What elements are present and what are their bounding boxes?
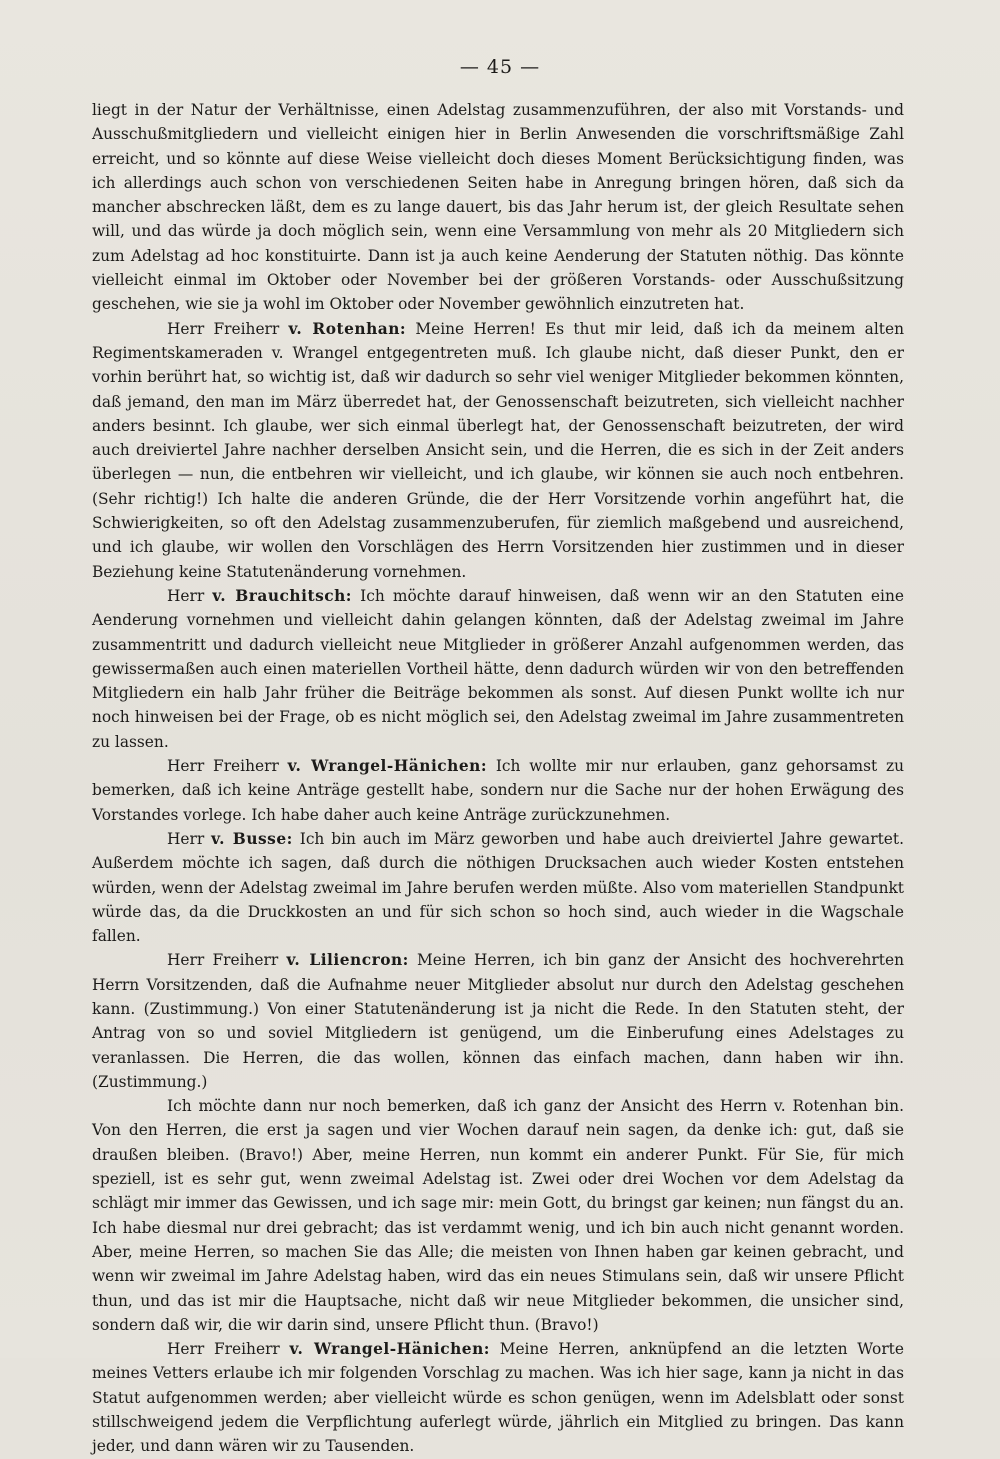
speaker-prefix: Herr — [167, 829, 205, 848]
speaker-name: v. Liliencron: — [286, 951, 409, 970]
paragraph-3 — [92, 584, 904, 754]
paragraph-text: Meine Herren! Es thut mir leid, daß ich da meinem alten Regimentskameraden v. Wrangel entgegentreten muß. Ich glaube nicht, daß dieser Punkt, den er vorhin berührt hat, so wichtig ist, daß wir dadurch so sehr viel weniger Mitglieder bekommen könnten, daß jemand, den man im März überredet hat, der Genossenschaft beizutreten, sich vielleicht nachher anders besinnt. Ich glaube, wer sich einmal überlegt hat, der Genossenschaft beizutreten, der wird auch dreiviertel Jahre nachher derselben Ansicht sein, und die Herren, die es sich in der Zeit anders überlegen — nun, die entbehren wir vielleicht, und ich glaube, wir können sie auch noch entbehren. (Sehr richtig!) Ich halte die anderen Gründe, die der Herr Vorsitzende vorhin angeführt hat, die Schwierigkeiten, so oft den Adelstag zusammenzuberufen, für ziemlich maßgebend und ausreichend, und ich glaube, wir wollen den Vorschlägen des Herrn Vorsitzenden hier zustimmen und in dieser Beziehung keine Statutenänderung vornehmen. — [92, 319, 904, 581]
paragraph-7 — [92, 1094, 904, 1337]
speaker-name: v. Busse: — [211, 829, 293, 848]
paragraph-text: Ich bin auch im März geworben und habe auch dreiviertel Jahre gewartet. Außerdem möchte ich sagen, daß durch die nöthigen Drucksachen auch wieder Kosten entstehen würden, wenn der Adelstag zweimal im Jahre berufen werden müßte. Also vom materiellen Standpunkt würde das, da die Druckkosten an und für sich schon so hoch sind, auch wieder in die Wagschale fallen. — [92, 829, 904, 946]
paragraph-text: Ich möchte dann nur noch bemerken, daß ich ganz der Ansicht des Herrn v. Rotenhan bin. Von den Herren, die erst ja sagen und vier Wochen darauf nein sagen, da denke ich: gut, daß sie draußen bleiben. (Bravo!) Aber, meine Herren, nun kommt ein anderer Punkt. Für Sie, für mich speziell, ist es sehr gut, wenn zweimal Adelstag ist. Zwei oder drei Wochen vor dem Adelstag da schlägt mir immer das Gewissen, und ich sage mir: mein Gott, du bringst gar keinen; nun fängst du an. Ich habe diesmal nur drei gebracht; das ist verdammt wenig, und ich bin auch nicht genannt worden. Aber, meine Herren, so machen Sie das Alle; die meisten von Ihnen haben gar keinen gebracht, und wenn wir zweimal im Jahre Adelstag haben, wird das ein neues Stimulans sein, daß wir unsere Pflicht thun, und das ist mir die Hauptsache, nicht daß wir neue Mitglieder bekommen, die unsicher sind, sondern daß wir, die wir darin sind, unsere Pflicht thun. (Bravo!) — [92, 1097, 904, 1334]
page-number: — 45 — — [459, 56, 541, 78]
speaker-name: v. Wrangel-Hänichen: — [287, 757, 488, 776]
paragraph-text: Ich wollte mir nur erlauben, ganz gehorsamst zu bemerken, daß ich keine Anträge gestellt habe, sondern nur die Sache nur der hohen Erwägung des Vorstandes vorlege. Ich habe daher auch keine Anträge zurückzunehmen. — [92, 757, 905, 824]
paragraph-text: Meine Herren, anknüpfend an die letzten Worte meines Vetters erlaube ich mir folgenden Vorschlag zu machen. Was ich hier sage, kann ja nicht in das Statut aufgenommen werden; aber vielleicht würde es schon genügen, wenn im Adelsblatt oder sonst stillschweigend jedem die Verpflichtung auferlegt würde, jährlich ein Mitglied zu bringen. Das kann jeder, und dann wären wir zu Tausenden. — [92, 1340, 904, 1456]
paragraph-text: Meine Herren, ich bin ganz der Ansicht des hochverehrten Herrn Vorsitzenden, daß die Aufnahme neuer Mitglieder absolut nur durch den Adelstag geschehen kann. (Zustimmung.) Von einer Statutenänderung ist ja nicht die Rede. In den Statuten steht, der Antrag von so und soviel Mitgliedern ist genügend, um die Einberufung eines Adelstages zu veranlassen. Die Herren, die das wollen, können das einfach machen, dann haben wir ihn. (Zustimmung.) — [92, 951, 904, 1091]
speaker-prefix: Herr Freiherr — [167, 319, 280, 338]
speaker-name: v. Brauchitsch: — [212, 586, 352, 605]
body-text — [92, 98, 904, 1459]
speaker-prefix: Herr Freiherr — [167, 757, 279, 776]
paragraph-1 — [92, 98, 904, 317]
speaker-prefix: Herr — [167, 586, 205, 605]
paragraph-5 — [92, 827, 904, 948]
speaker-name: v. Wrangel-Hänichen: — [289, 1340, 490, 1359]
paragraph-6 — [92, 948, 904, 1094]
paragraph-8 — [92, 1337, 904, 1458]
paragraph-text: liegt in der Natur der Verhältnisse, einen Adelstag zusammenzuführen, der also mit Vorstands- und Ausschußmitgliedern und vielleicht einigen hier in Berlin Anwesenden die vorschriftsmäßige Zahl erreicht, und so könnte auf diese Weise vielleicht doch dieses Moment Berücksichtigung finden, was ich allerdings auch schon von verschiedenen Seiten habe in Anregung bringen hören, daß sich da mancher abschrecken läßt, dem es zu lange dauert, bis das Jahr herum ist, der gleich Resultate sehen will, und das würde ja doch möglich sein, wenn eine Versammlung von mehr als 20 Mitgliedern sich zum Adelstag ad hoc konstituirte. Dann ist ja auch keine Aenderung der Statuten nöthig. Das könnte vielleicht einmal im Oktober oder November bei der größeren Vorstands- oder Ausschußsitzung geschehen, wie sie ja wohl im Oktober oder November gewöhnlich einzutreten hat. — [92, 101, 904, 314]
paragraph-text: Ich möchte darauf hinweisen, daß wenn wir an den Statuten eine Aenderung vornehmen und vielleicht dahin gelangen könnten, daß der Adelstag zweimal im Jahre zusammentritt und dadurch vielleicht neue Mitglieder in größerer Anzahl aufgenommen werden, das gewissermaßen auch einen materiellen Vortheil hätte, denn dadurch würden wir von den betreffenden Mitgliedern ein halb Jahr früher die Beiträge bekommen als sonst. Auf diesen Punkt wollte ich nur noch hinweisen bei der Frage, ob es nicht möglich sei, den Adelstag zweimal im Jahre zusammentreten zu lassen. — [92, 586, 904, 751]
speaker-prefix: Herr Freiherr — [167, 951, 279, 970]
paragraph-2 — [92, 317, 904, 584]
paragraph-4 — [92, 754, 904, 827]
speaker-name: v. Rotenhan: — [288, 319, 407, 338]
speaker-prefix: Herr Freiherr — [167, 1340, 280, 1359]
